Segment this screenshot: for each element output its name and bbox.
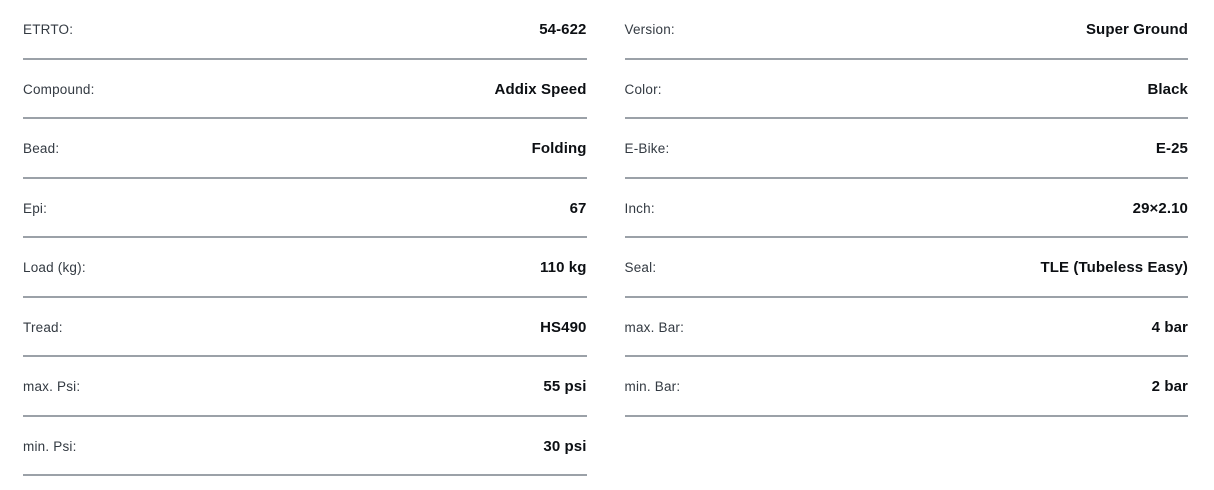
spec-label: Version: — [624, 22, 675, 38]
spec-label: ETRTO: — [23, 22, 74, 38]
spec-row — [625, 60, 1189, 120]
spec-value: 54-622 — [539, 21, 587, 39]
spec-label: max. Bar: — [624, 319, 685, 335]
spec-value: 110 kg — [540, 259, 587, 277]
spec-row — [625, 179, 1189, 239]
spec-row — [23, 357, 587, 417]
spec-value: 2 bar — [1151, 378, 1188, 396]
spec-row — [23, 0, 587, 60]
spec-value: Super Ground — [1085, 21, 1188, 39]
spec-row — [625, 0, 1189, 60]
spec-row — [23, 417, 587, 477]
spec-label: Tread: — [23, 319, 63, 335]
spec-label: min. Psi: — [23, 438, 77, 454]
spec-value: 55 psi — [543, 378, 587, 396]
spec-column-left — [23, 0, 587, 476]
spec-label: Color: — [624, 81, 662, 97]
spec-row — [625, 298, 1189, 358]
spec-label: max. Psi: — [23, 379, 81, 395]
spec-column-right — [625, 0, 1189, 476]
spec-value: 67 — [569, 199, 587, 217]
spec-label: Load (kg): — [23, 260, 86, 276]
spec-label: Compound: — [23, 81, 95, 97]
spec-row — [23, 60, 587, 120]
spec-label: Bead: — [23, 141, 60, 157]
spec-label: Inch: — [624, 200, 655, 216]
spec-label: min. Bar: — [624, 379, 681, 395]
spec-value: 29×2.10 — [1132, 199, 1188, 217]
spec-row — [625, 238, 1189, 298]
spec-value: TLE (Tubeless Easy) — [1040, 259, 1188, 277]
spec-value: 4 bar — [1151, 318, 1188, 336]
spec-value: Addix Speed — [494, 80, 587, 98]
spec-value: Black — [1147, 80, 1188, 98]
spec-row — [23, 179, 587, 239]
spec-value: HS490 — [540, 318, 587, 336]
spec-row — [23, 119, 587, 179]
spec-value: Folding — [531, 140, 587, 158]
spec-row — [625, 357, 1189, 417]
spec-label: Seal: — [624, 260, 657, 276]
spec-row — [625, 119, 1189, 179]
spec-label: Epi: — [23, 200, 48, 216]
spec-value: 30 psi — [543, 437, 587, 455]
spec-label: E-Bike: — [624, 141, 670, 157]
spec-row — [23, 238, 587, 298]
spec-row — [23, 298, 587, 358]
spec-value: E-25 — [1155, 140, 1188, 158]
